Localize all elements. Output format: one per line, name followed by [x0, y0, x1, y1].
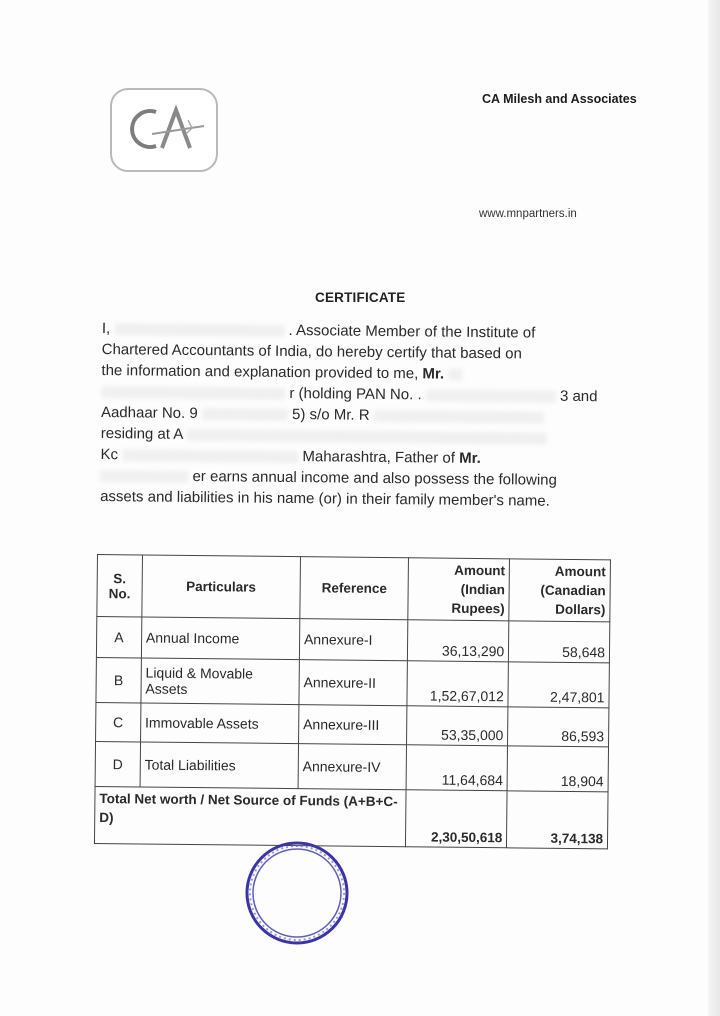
text-fragment-bold: Mr. — [459, 449, 481, 467]
seal-stamp — [242, 838, 352, 948]
redacted-text — [202, 408, 288, 421]
cell-amount-inr: 53,35,000 — [407, 706, 508, 746]
text-fragment: Kc — [100, 445, 119, 464]
cell-total-inr: 2,30,50,618 — [406, 790, 507, 848]
text-fragment: . Associate Member of the Institute of — [288, 321, 536, 342]
networth-table-wrapper — [94, 554, 611, 849]
header-reference: Reference — [300, 557, 409, 620]
header-particulars: Particulars — [142, 555, 301, 619]
redacted-text — [100, 470, 188, 483]
cell-amount-inr: 11,64,684 — [407, 745, 508, 791]
text-fragment: assets and liabilities in his name (or) in their family member's name. — [100, 487, 550, 510]
text-fragment: the information and explanation provided to me, — [101, 361, 419, 383]
table-row — [95, 741, 608, 791]
cell-sno: D — [95, 741, 140, 786]
ca-logo-icon — [112, 90, 216, 170]
cell-total-label: Total Net worth / Net Source of Funds (A+B+C-D) — [94, 786, 406, 846]
cell-particulars: Total Liabilities — [140, 742, 299, 789]
header-sno: S. No. — [97, 555, 142, 617]
cell-sno: B — [96, 657, 141, 702]
redacted-text — [448, 369, 462, 381]
cell-particulars: Liquid & Movable Assets — [141, 658, 300, 705]
cell-particulars: Annual Income — [141, 617, 299, 660]
table-row — [96, 702, 609, 746]
redacted-text — [426, 389, 556, 402]
text-fragment-bold: Mr. — [422, 365, 445, 383]
text-fragment: r (holding PAN No. . — [289, 384, 422, 404]
cell-total-cad: 3,74,138 — [507, 791, 608, 849]
cell-amount-cad: 86,593 — [508, 707, 609, 747]
redacted-text — [114, 323, 284, 337]
cell-amount-cad: 58,648 — [509, 621, 610, 663]
cell-amount-inr: 36,13,290 — [408, 620, 509, 662]
cell-reference: Annexure-III — [298, 705, 407, 745]
table-header-row — [97, 555, 611, 622]
certificate-body — [100, 318, 622, 512]
firm-website: www.mnpartners.in — [479, 208, 577, 220]
table-row — [96, 657, 609, 707]
header-amount-cad: Amount (Canadian Dollars) — [509, 559, 610, 622]
text-fragment: 3 and — [559, 387, 598, 406]
body-line — [100, 486, 620, 512]
networth-table — [94, 554, 611, 849]
text-fragment: residing at A — [100, 424, 183, 443]
text-fragment: 5) s/o Mr. R — [291, 405, 370, 424]
cell-amount-inr: 1,52,67,012 — [407, 661, 508, 707]
cell-reference: Annexure-II — [299, 660, 408, 706]
text-fragment: Maharashtra, Father of — [302, 448, 456, 467]
redacted-text — [101, 386, 285, 400]
cell-particulars: Immovable Assets — [140, 703, 298, 744]
cell-reference: Annexure-I — [299, 619, 408, 661]
cell-reference: Annexure-IV — [298, 744, 407, 790]
page-edge-shadow — [708, 0, 720, 1016]
text-fragment: er earns annual income and also possess the following — [192, 467, 557, 489]
redacted-text — [374, 410, 544, 424]
redacted-text — [122, 449, 298, 463]
table-row — [96, 617, 609, 663]
ca-logo — [110, 88, 218, 172]
text-fragment: Aadhaar No. 9 — [100, 403, 198, 423]
certificate-title: CERTIFICATE — [315, 290, 406, 305]
redacted-text — [187, 429, 547, 445]
cell-amount-cad: 2,47,801 — [508, 662, 609, 708]
cell-sno: C — [96, 702, 141, 741]
cell-amount-cad: 18,904 — [507, 746, 608, 792]
text-fragment: Chartered Accountants of India, do hereby certify that based on — [101, 340, 523, 363]
text-fragment: I, — [101, 319, 111, 338]
cell-sno: A — [96, 617, 141, 658]
firm-name: CA Milesh and Associates — [482, 92, 637, 106]
header-amount-inr: Amount (Indian Rupees) — [408, 558, 509, 621]
